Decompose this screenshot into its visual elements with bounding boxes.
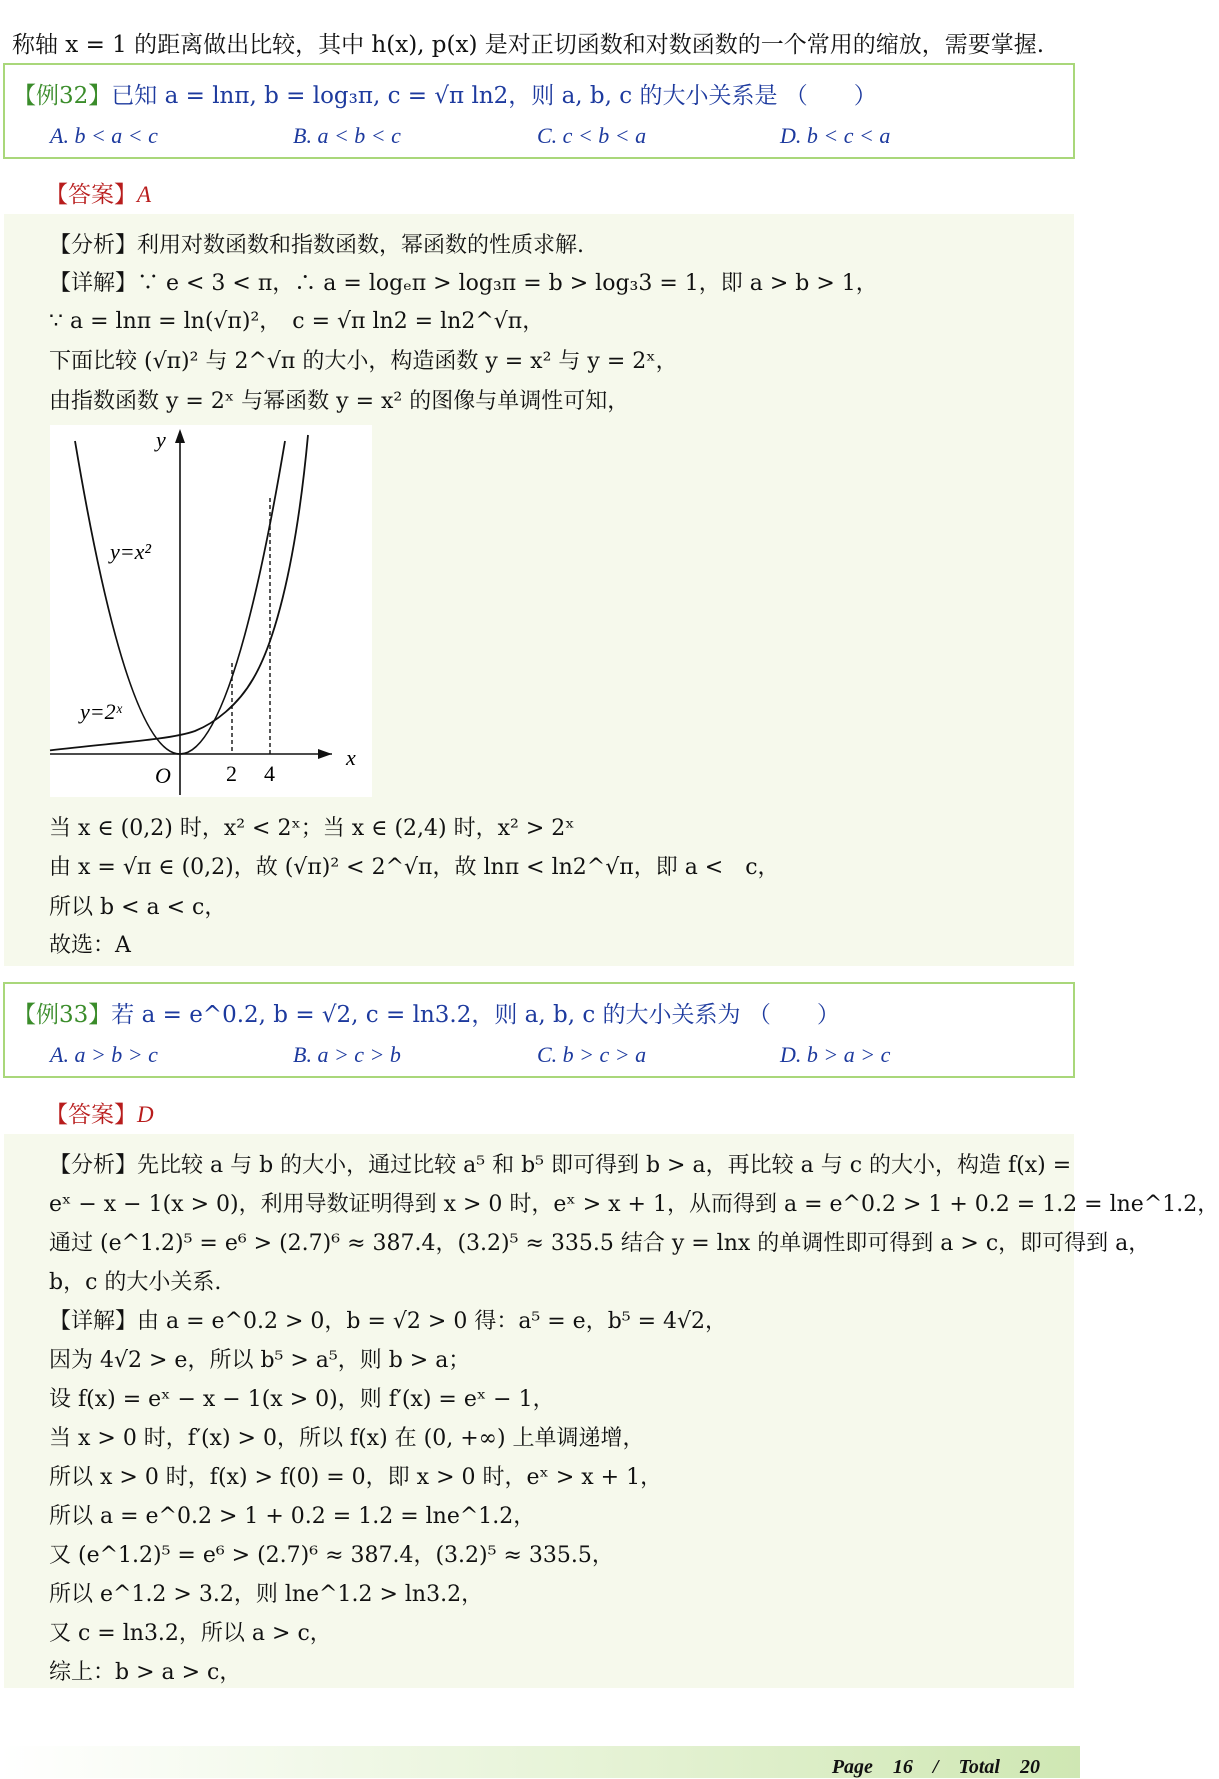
graph-svg [50,425,372,797]
example-33-question: 若 a = e^0.2, b = √2, c = ln3.2，则 a, b, c 的大小关系为 （ ） [111,1002,840,1028]
example-32-answer [45,176,151,209]
choice-b: B. a < b < c [293,123,401,148]
intro-line: 称轴 x = 1 的距离做出比较，其中 h(x), p(x) 是对正切函数和对数函数的一个常用的缩放，需要掌握. [12,32,1045,58]
solution-line: 由 x = √π ∈ (0,2)，故 (√π)² < 2^√π，故 lnπ < ln2^√π，即 a < c， [49,855,780,880]
example-32-tag: 【例32】 [13,83,112,109]
solution-line: 因为 4√2 > e，所以 b⁵ > a⁵，则 b > a； [49,1348,471,1373]
solution-line: 由指数函数 y = 2ˣ 与幂函数 y = x² 的图像与单调性可知， [49,389,630,414]
tick-label-4: 4 [264,761,275,786]
choice-b: B. a > c > b [293,1042,401,1067]
solution-line: 【分析】利用对数函数和指数函数，幂函数的性质求解. [49,233,584,258]
solution-line: 当 x > 0 时，f′(x) > 0，所以 f(x) 在 (0, +∞) 上单调递增， [49,1426,645,1451]
example-32-heading [13,77,877,110]
example-32-box [3,63,1075,159]
choice-a: A. b < a < c [50,123,158,148]
function-graph [50,425,372,797]
solution-line: eˣ − x − 1(x > 0)，利用导数证明得到 x > 0 时，eˣ > x + 1，从而得到 a = e^0.2 > 1 + 0.2 = 1.2 = lne^1.2， [49,1192,1219,1217]
choice-d: D. b > a > c [780,1042,891,1067]
label-y-equals-x-squared: y=x² [110,539,151,564]
answer-label: 【答案】 [45,1102,137,1128]
example-33-answer [45,1096,154,1129]
choice-a: A. a > b > c [50,1042,158,1067]
solution-line: 【详解】由 a = e^0.2 > 0，b = √2 > 0 得：a⁵ = e，b⁵ = 4√2， [49,1309,728,1334]
solution-line: 设 f(x) = eˣ − x − 1(x > 0)，则 f′(x) = eˣ − 1， [49,1387,555,1412]
x-axis-arrow [318,749,332,759]
solution-line: 又 c = ln3.2，所以 a > c， [49,1621,332,1646]
origin-label: O [155,763,171,788]
solution-line: 所以 x > 0 时，f(x) > f(0) = 0，即 x > 0 时，eˣ > x + 1， [49,1465,663,1490]
solution-line: 【分析】先比较 a 与 b 的大小，通过比较 a⁵ 和 b⁵ 即可得到 b > a，再比较 a 与 c 的大小，构造 f(x) = [49,1153,1072,1178]
example-33-box [3,982,1075,1078]
solution-line: ∵ a = lnπ = ln(√π)²， c = √π ln2 = ln2^√π， [49,309,545,334]
tick-label-2: 2 [226,761,237,786]
y-axis-label: y [156,427,166,452]
choice-c: C. b > c > a [537,1042,647,1067]
example-33-tag: 【例33】 [13,1002,112,1028]
solution-line: 又 (e^1.2)⁵ = e⁶ > (2.7)⁶ ≈ 387.4，(3.2)⁵ ≈ 335.5， [49,1543,614,1568]
solution-line: 所以 a = e^0.2 > 1 + 0.2 = 1.2 = lne^1.2， [49,1504,536,1529]
page-footer [0,1746,1080,1778]
solution-line: 所以 b < a < c， [49,895,227,920]
label-y-equals-2-power-x: y=2ˣ [80,699,122,724]
solution-line: 通过 (e^1.2)⁵ = e⁶ > (2.7)⁶ ≈ 387.4，(3.2)⁵ ≈ 335.5 结合 y = lnx 的单调性即可得到 a > c，即可得到 a， [49,1231,1151,1256]
page-counter: Page 16 / Total 20 [831,1756,1040,1778]
example-32-question: 已知 a = lnπ, b = log₃π, c = √π ln2，则 a, b, c 的大小关系是 （ ） [111,83,877,109]
choice-d: D. b < c < a [780,123,891,148]
solution-line: 故选：A [49,933,131,958]
choice-c: C. c < b < a [537,123,647,148]
answer-value: D [137,1102,154,1127]
solution-line: 当 x ∈ (0,2) 时，x² < 2ˣ；当 x ∈ (2,4) 时，x² > 2ˣ [49,816,575,841]
solution-line: 所以 e^1.2 > 3.2，则 lne^1.2 > ln3.2， [49,1582,484,1607]
answer-value: A [137,182,152,207]
x-axis-label: x [346,745,356,770]
example-33-solution [4,1134,1219,1688]
solution-line: b，c 的大小关系. [49,1270,222,1295]
solution-line: 【详解】∵ e < 3 < π，∴ a = logₑπ > log₃π = b > log₃3 = 1，即 a > b > 1， [49,271,878,296]
example-32-solution [4,214,1074,966]
solution-line: 下面比较 (√π)² 与 2^√π 的大小，构造函数 y = x² 与 y = 2ˣ， [49,349,678,374]
solution-line: 综上：b > a > c， [49,1660,242,1685]
y-axis-arrow [175,429,185,443]
answer-label: 【答案】 [45,182,137,208]
example-33-heading [13,996,840,1029]
